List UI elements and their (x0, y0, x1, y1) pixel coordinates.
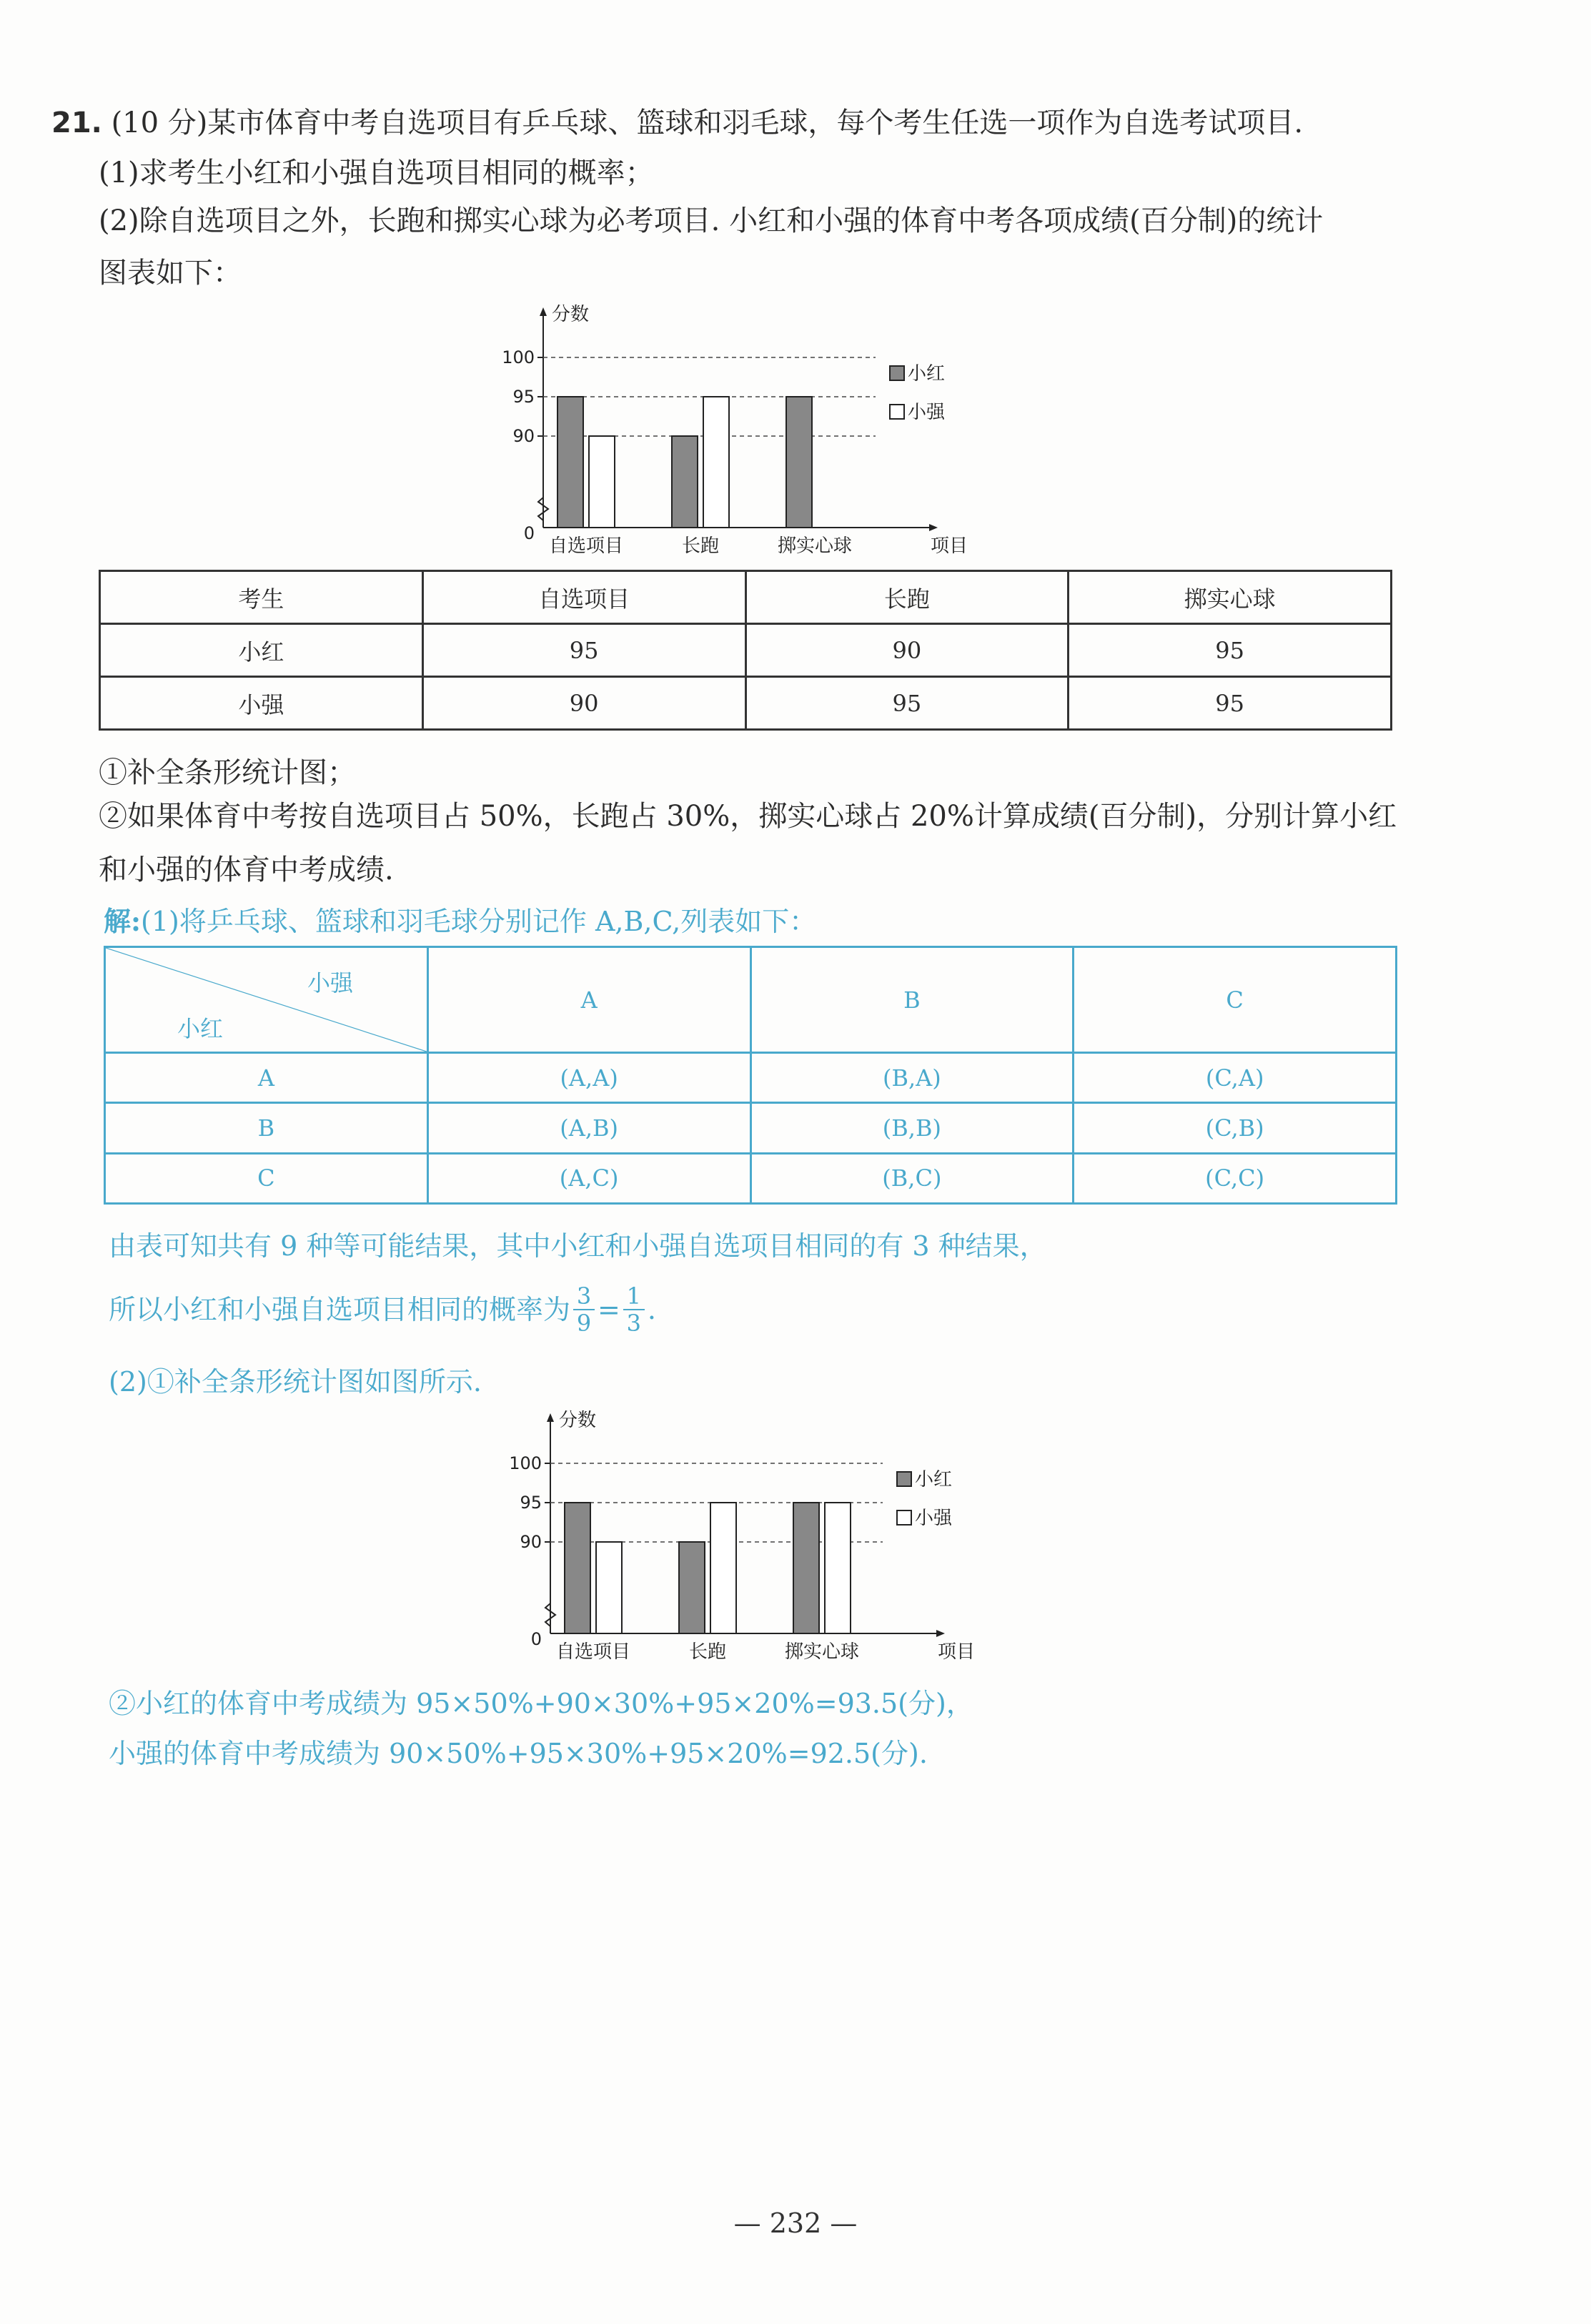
table-cell: 95 (422, 624, 745, 677)
y-tick-label: 100 (509, 1453, 542, 1473)
x-tick-label: 长跑 (688, 1641, 727, 1663)
table-cell: 90 (745, 624, 1069, 677)
x-axis-arrow (929, 524, 938, 531)
table-row (100, 624, 1392, 677)
legend-swatch (897, 1510, 911, 1525)
legend-swatch (897, 1472, 911, 1486)
fraction-numerator: 3 (576, 1282, 592, 1310)
bar (557, 397, 583, 528)
question-part2-line2: 图表如下： (99, 257, 242, 290)
row-label-cell: C (105, 1153, 428, 1203)
fraction-denominator: 9 (576, 1310, 592, 1337)
question-number: 21. (51, 107, 102, 139)
legend-label: 小强 (915, 1508, 953, 1529)
y-tick-label: 100 (502, 347, 535, 367)
bar-chart-solution (493, 1406, 1036, 1671)
table-cell: (A,B) (427, 1103, 750, 1153)
page-number: — 232 — (733, 2207, 858, 2239)
row-label-cell: B (105, 1103, 428, 1153)
score-table (99, 570, 1392, 731)
question-sub2-line1: ②如果体育中考按自选项目占 50%，长跑占 30%，掷实心球占 20%计算成绩(百分制)，分别计算小红 (99, 800, 1397, 833)
bar (786, 397, 812, 528)
header-cell: 长跑 (745, 571, 1069, 624)
table-cell: (B,A) (750, 1053, 1074, 1103)
question-part1: (1)求考生小红和小强自选项目相同的概率； (99, 157, 654, 189)
legend-swatch (890, 366, 904, 380)
table-row (105, 1153, 1397, 1203)
outcome-table (104, 946, 1397, 1205)
fraction-denominator: 3 (626, 1310, 642, 1337)
question-part2-line1: (2)除自选项目之外，长跑和掷实心球为必考项目. 小红和小强的体育中考各项成绩(百分制)的统计 (99, 204, 1324, 237)
bar (565, 1503, 590, 1633)
solution-label: 解: (104, 905, 142, 937)
solution-line6: 小强的体育中考成绩为 90×50%+95×30%+95×20%=92.5(分). (109, 1738, 928, 1769)
table-row (105, 1053, 1397, 1103)
equals-sign: = (598, 1294, 620, 1325)
bar (672, 436, 698, 528)
solution-line1-text: (1)将乒乓球、篮球和羽毛球分别记作 A,B,C,列表如下： (141, 906, 817, 937)
table-cell: 95 (1069, 677, 1392, 730)
legend-swatch (890, 405, 904, 419)
y-tick-label: 95 (512, 387, 535, 407)
question-stem-line (51, 106, 1303, 140)
table-cell: (A,A) (427, 1053, 750, 1103)
solution-line5: ②小红的体育中考成绩为 95×50%+90×30%+95×20%=93.5(分)， (109, 1688, 973, 1719)
table-cell: 小红 (100, 624, 423, 677)
table-cell: (C,A) (1074, 1053, 1397, 1103)
table-cell: (B,C) (750, 1153, 1074, 1203)
bar (710, 1503, 736, 1633)
solution-line3-suffix: . (647, 1294, 656, 1325)
bar (679, 1542, 705, 1633)
bar-chart-question (486, 300, 1029, 565)
bar (596, 1542, 622, 1633)
question-sub2-line2: 和小强的体育中考成绩. (99, 854, 394, 886)
header-cell: 自选项目 (422, 571, 745, 624)
y-tick-label: 0 (523, 523, 535, 543)
x-tick-label: 掷实心球 (777, 535, 853, 557)
header-cell: C (1074, 947, 1397, 1053)
y-axis-arrow (540, 307, 547, 316)
table-cell: (C,B) (1074, 1103, 1397, 1153)
table-row (105, 1103, 1397, 1153)
y-tick-label: 95 (520, 1493, 542, 1513)
bar (703, 397, 729, 528)
fraction (623, 1283, 645, 1336)
x-axis-label: 项目 (938, 1641, 976, 1663)
solution-line2: 由表可知共有 9 种等可能结果，其中小红和小强自选项目相同的有 3 种结果， (109, 1230, 1047, 1262)
table-cell: 95 (1069, 624, 1392, 677)
y-tick-label: 90 (512, 426, 535, 446)
table-header-row (105, 947, 1397, 1053)
bar (589, 436, 615, 528)
legend-label: 小强 (908, 402, 946, 423)
legend-label: 小红 (915, 1469, 953, 1490)
table-cell: 95 (745, 677, 1069, 730)
table-cell: 90 (422, 677, 745, 730)
solution-line4: (2)①补全条形统计图如图所示. (109, 1366, 482, 1398)
question-sub1: ①补全条形统计图； (99, 756, 356, 789)
table-row (100, 677, 1392, 730)
y-tick-label: 0 (530, 1629, 542, 1649)
row-label-cell: A (105, 1053, 428, 1103)
y-axis-arrow (547, 1413, 554, 1422)
fraction-numerator: 1 (626, 1282, 642, 1310)
table-cell: 小强 (100, 677, 423, 730)
solution-line3 (109, 1283, 656, 1336)
y-tick-label: 90 (520, 1532, 542, 1552)
x-tick-label: 自选项目 (548, 535, 624, 557)
legend-label: 小红 (908, 363, 946, 385)
solution-line1 (104, 905, 816, 938)
header-cell: 掷实心球 (1069, 571, 1392, 624)
table-header-row (100, 571, 1392, 624)
header-cell: A (427, 947, 750, 1053)
x-axis-label: 项目 (931, 535, 968, 557)
diagonal-line (106, 948, 427, 1052)
bar (825, 1503, 851, 1633)
header-cell: 考生 (100, 571, 423, 624)
x-tick-label: 自选项目 (555, 1641, 631, 1663)
diagonal-header-cell (105, 947, 428, 1053)
corner-top-label: 小强 (307, 969, 354, 997)
corner-bottom-label: 小红 (177, 1015, 224, 1042)
table-cell: (A,C) (427, 1153, 750, 1203)
table-cell: (C,C) (1074, 1153, 1397, 1203)
question-stem: (10 分)某市体育中考自选项目有乒乓球、篮球和羽毛球，每个考生任选一项作为自选考试项目. (111, 107, 1304, 139)
table-cell: (B,B) (750, 1103, 1074, 1153)
header-cell: B (750, 947, 1074, 1053)
bar (793, 1503, 819, 1633)
fraction (573, 1283, 595, 1336)
y-axis-label: 分数 (552, 304, 590, 325)
y-axis-label: 分数 (559, 1410, 597, 1431)
x-tick-label: 长跑 (681, 535, 720, 557)
x-tick-label: 掷实心球 (784, 1641, 860, 1663)
solution-line3-prefix: 所以小红和小强自选项目相同的概率为 (109, 1294, 571, 1325)
x-axis-arrow (936, 1630, 945, 1637)
